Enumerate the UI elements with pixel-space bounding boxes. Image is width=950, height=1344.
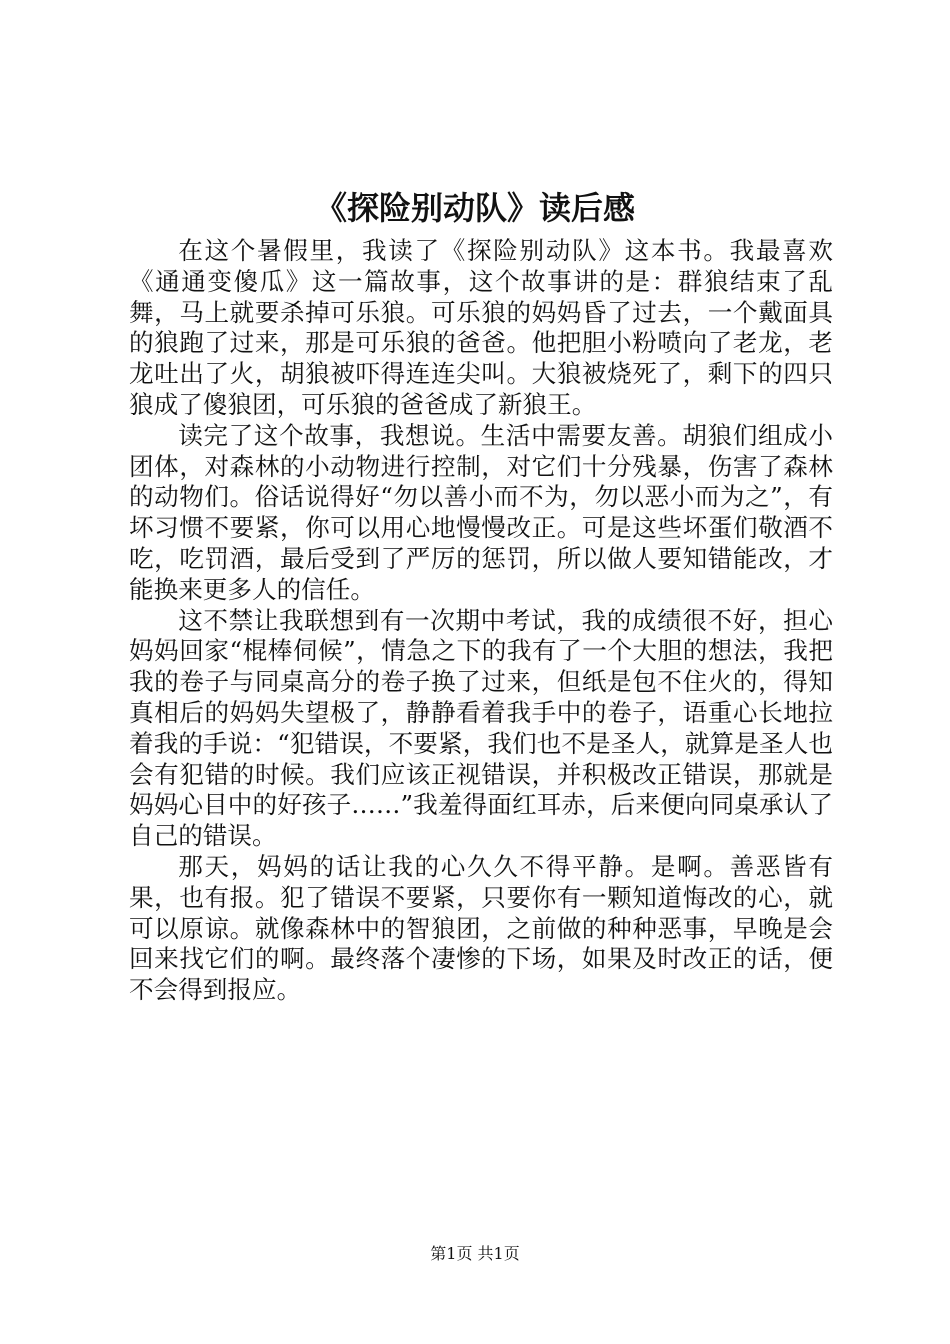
document-body: [129, 236, 833, 1006]
paragraph-4: 那天，妈妈的话让我的心久久不得平静。是啊。善恶皆有果，也有报。犯了错误不要紧，只要你有一颗知道悔改的心，就可以原谅。就像森林中的智狼团，之前做的种种恶事，早晚是会回来找它们的啊。最终落个凄惨的下场，如果及时改正的话，便不会得到报应。: [129, 851, 833, 1005]
paragraph-2: 读完了这个故事，我想说。生活中需要友善。胡狼们组成小团体，对森林的小动物进行控制，对它们十分残暴，伤害了森林的动物们。俗话说得好“勿以善小而不为，勿以恶小而为之”，有坏习惯不要紧，你可以用心地慢慢改正。可是这些坏蛋们敬酒不吃，吃罚酒，最后受到了严厉的惩罚，所以做人要知错能改，才能换来更多人的信任。: [129, 420, 833, 604]
document-title: 《探险别动队》读后感: [314, 189, 635, 227]
paragraph-1: 在这个暑假里，我读了《探险别动队》这本书。我最喜欢《通通变傻瓜》这一篇故事，这个故事讲的是：群狼结束了乱舞，马上就要杀掉可乐狼。可乐狼的妈妈昏了过去，一个戴面具的狼跑了过来，那是可乐狼的爸爸。他把胆小粉喷向了老龙，老龙吐出了火，胡狼被吓得连连尖叫。大狼被烧死了，剩下的四只狼成了傻狼团，可乐狼的爸爸成了新狼王。: [129, 236, 833, 419]
paragraph-3: 这不禁让我联想到有一次期中考试，我的成绩很不好，担心妈妈回家“棍棒伺候”，情急之下的我有了一个大胆的想法，我把我的卷子与同桌高分的卷子换了过来，但纸是包不住火的，得知真相后的妈妈失望极了，静静看着我手中的卷子，语重心长地拉着我的手说：“犯错误，不要紧，我们也不是圣人，就算是圣人也会有犯错的时候。我们应该正视错误，并积极改正错误，那就是妈妈心目中的好孩子……”我羞得面红耳赤，后来便向同桌承认了自己的错误。: [129, 605, 833, 851]
page-footer: 第1页 共1页: [430, 1244, 520, 1263]
